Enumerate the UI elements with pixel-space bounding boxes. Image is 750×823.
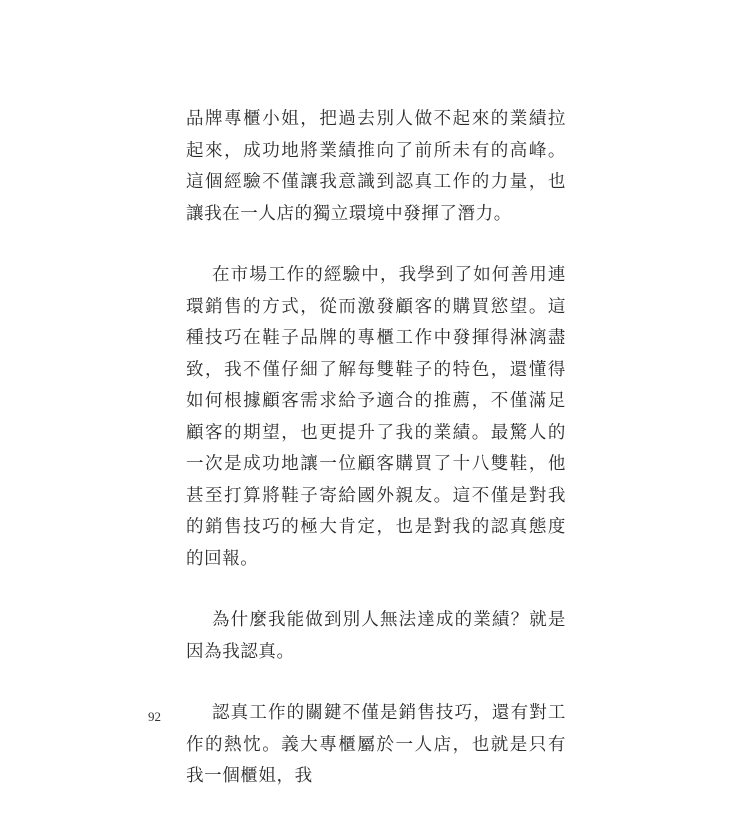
page-number: 92	[148, 709, 161, 724]
paragraph-2: 在市場工作的經驗中，我學到了如何善用連環銷售的方式，從而激發顧客的購買慾望。這種技巧在鞋子品牌的專櫃工作中發揮得淋漓盡致，我不僅仔細了解每雙鞋子的特色，還懂得如何根據顧客需求給予適合的推薦，不僅滿足顧客的期望，也更提升了我的業績。最驚人的一次是成功地讓一位顧客購買了十八雙鞋，他甚至打算將鞋子寄給國外親友。這不僅是對我的銷售技巧的極大肯定，也是對我的認真態度的回報。	[186, 265, 566, 569]
paragraph-3: 為什麼我能做到別人無法達成的業績？就是因為我認真。	[186, 610, 566, 662]
paragraph-4: 認真工作的關鍵不僅是銷售技巧，還有對工作的熱忱。義大專櫃屬於一人店，也就是只有我一個櫃姐，我	[186, 703, 566, 786]
paragraph-1: 品牌專櫃小姐，把過去別人做不起來的業績拉起來，成功地將業績推向了前所未有的高峰。這個經驗不僅讓我意識到認真工作的力量，也讓我在一人店的獨立環境中發揮了潛力。	[186, 109, 566, 224]
body-text	[186, 104, 566, 823]
